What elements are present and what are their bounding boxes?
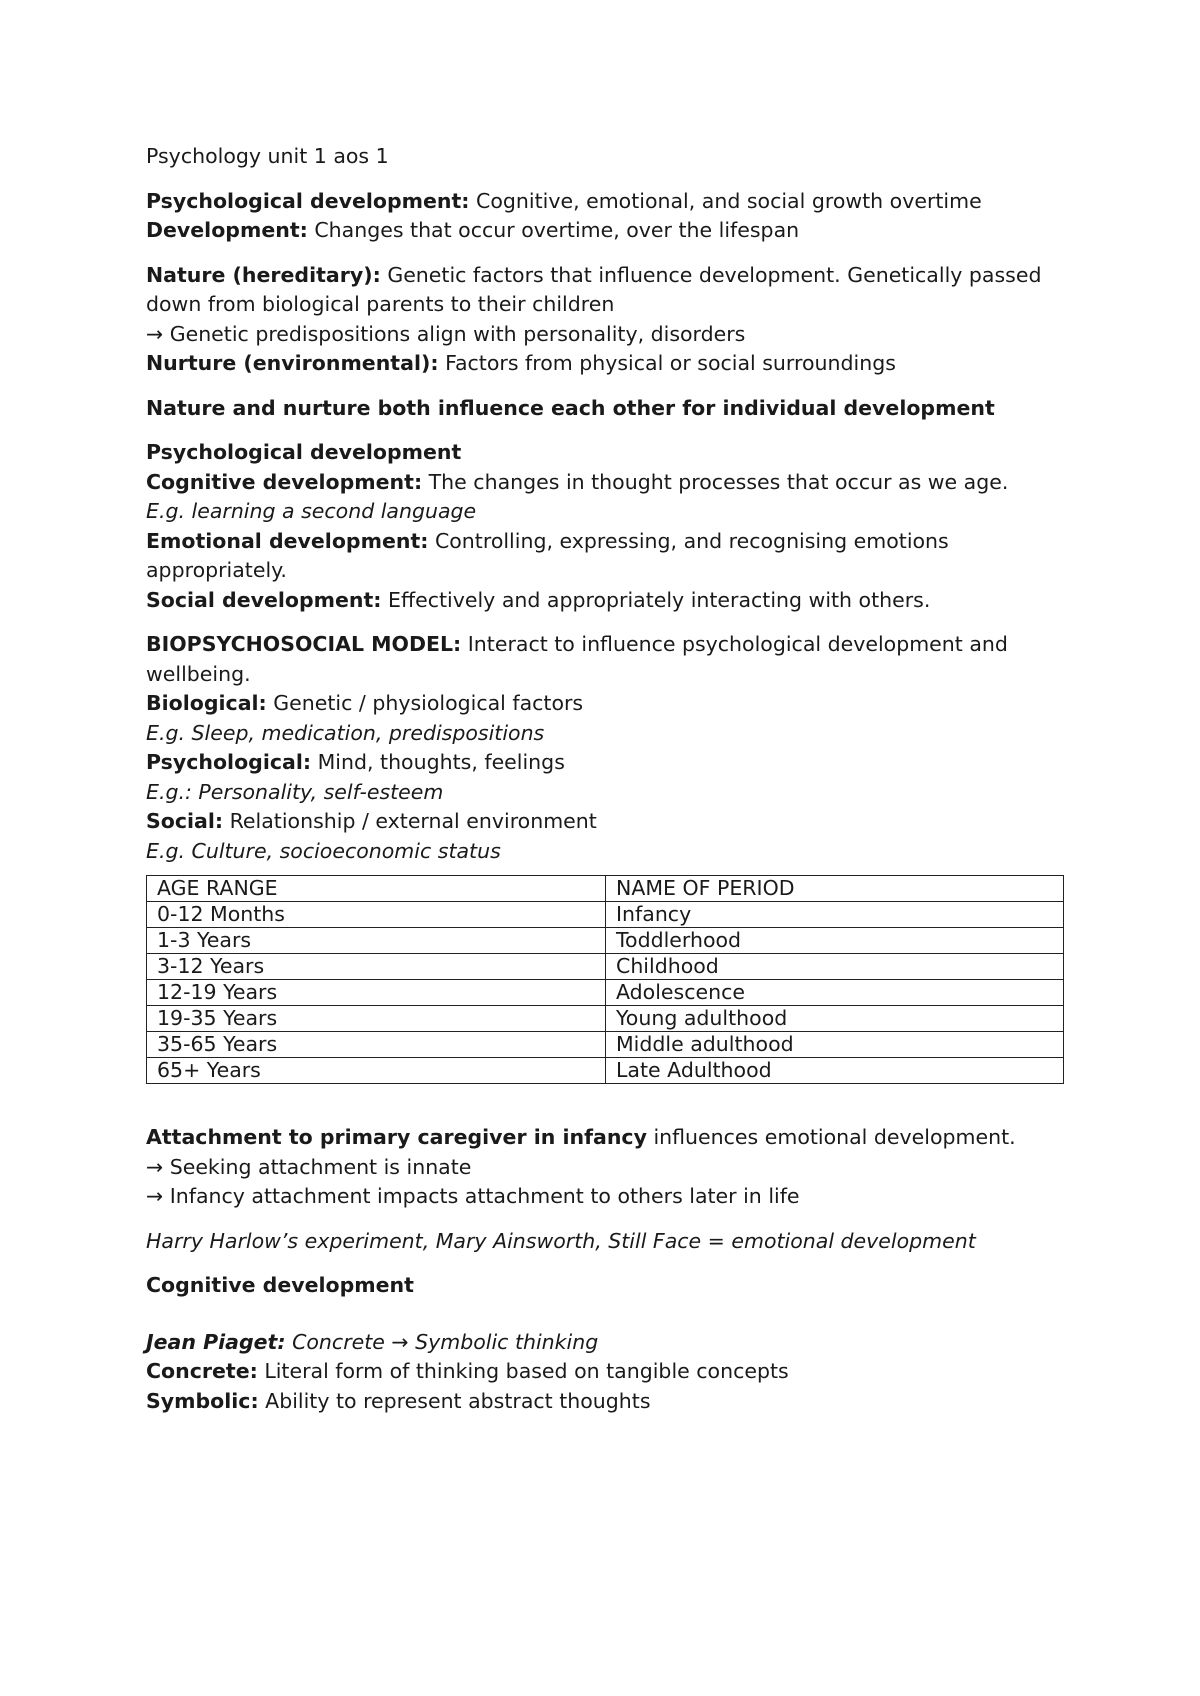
table-cell-age: 19-35 Years (147, 1006, 606, 1032)
experiments-note: Harry Harlow’s experiment, Mary Ainsworth, Still Face = emotional development (146, 1228, 976, 1253)
attachment-definition: Attachment to primary caregiver in infancy influences emotional development. (146, 1125, 1016, 1149)
nature-arrow-note: → Genetic predispositions align with personality, disorders (146, 321, 746, 346)
table-cell-period: Toddlerhood (606, 928, 1064, 954)
table-row (147, 1058, 1064, 1084)
table-cell-age: 0-12 Months (147, 902, 606, 928)
cognitive-example: E.g. learning a second language (146, 499, 477, 523)
table-row (147, 902, 1064, 928)
table-cell-period: Middle adulthood (606, 1032, 1064, 1058)
blank-line (146, 1301, 1076, 1328)
cognitive-definition: Cognitive development: The changes in thought processes that occur as we age. (146, 469, 1009, 494)
table-row (147, 1006, 1064, 1032)
social-dev-definition: Social development: Effectively and appropriately interacting with others. (146, 587, 931, 612)
table-cell-age: 35-65 Years (147, 1032, 606, 1058)
table-cell-period: Childhood (606, 954, 1064, 980)
table-cell-age: 65+ Years (147, 1058, 606, 1084)
attachment-arrow-note: → Infancy attachment impacts attachment to others later in life (146, 1184, 800, 1208)
biological-definition: Biological: Genetic / physiological factors (146, 691, 584, 715)
table-cell-age: 12-19 Years (147, 980, 606, 1006)
table-cell-period: Young adulthood (606, 1006, 1064, 1032)
nurture-definition: Nurture (environmental): Factors from physical or social surroundings (146, 351, 896, 375)
table-cell-age: 3-12 Years (147, 954, 606, 980)
table-row (147, 928, 1064, 954)
social-definition: Social: Relationship / external environment (146, 809, 597, 833)
document-title: Psychology unit 1 aos 1 (146, 144, 389, 168)
table-cell-age: 1-3 Years (147, 928, 606, 954)
nature-definition: Nature (hereditary): Genetic factors that influence development. Genetically passed down from biological parents to their children (146, 262, 1042, 316)
biological-example: E.g. Sleep, medication, predispositions (146, 720, 545, 745)
psychological-example: E.g.: Personality, self-esteem (146, 779, 444, 804)
cognitive-heading: Cognitive development (146, 1273, 414, 1297)
piaget-definition: Jean Piaget: Concrete → Symbolic thinking (146, 1329, 599, 1354)
table-row (147, 980, 1064, 1006)
biopsych-definition: BIOPSYCHOSOCIAL MODEL: Interact to influence psychological development and wellbeing. (146, 632, 1008, 686)
nature-nurture-heading: Nature and nurture both influence each other for individual development (146, 395, 995, 420)
table-cell-period: Adolescence (606, 980, 1064, 1006)
attachment-arrow-note: → Seeking attachment is innate (146, 1154, 472, 1179)
psychological-definition: Psychological: Mind, thoughts, feelings (146, 750, 565, 774)
table-row (147, 1032, 1064, 1058)
table-header-cell: AGE RANGE (147, 876, 606, 902)
table-header-cell: NAME OF PERIOD (606, 876, 1064, 902)
psych-dev-definition: Psychological development: Cognitive, emotional, and social growth overtime (146, 188, 982, 213)
social-example: E.g. Culture, socioeconomic status (146, 838, 501, 863)
document-body (146, 142, 1076, 1416)
table-row (147, 954, 1064, 980)
psych-dev-heading: Psychological development (146, 440, 462, 464)
concrete-definition: Concrete: Literal form of thinking based on tangible concepts (146, 1359, 789, 1383)
development-definition: Development: Changes that occur overtime, over the lifespan (146, 218, 800, 242)
table-header-row (147, 876, 1064, 902)
table-cell-period: Late Adulthood (606, 1058, 1064, 1084)
emotional-definition: Emotional development: Controlling, expressing, and recognising emotions appropriately. (146, 528, 949, 582)
table-cell-period: Infancy (606, 902, 1064, 928)
symbolic-definition: Symbolic: Ability to represent abstract thoughts (146, 1388, 651, 1413)
age-period-table (146, 875, 1064, 1084)
